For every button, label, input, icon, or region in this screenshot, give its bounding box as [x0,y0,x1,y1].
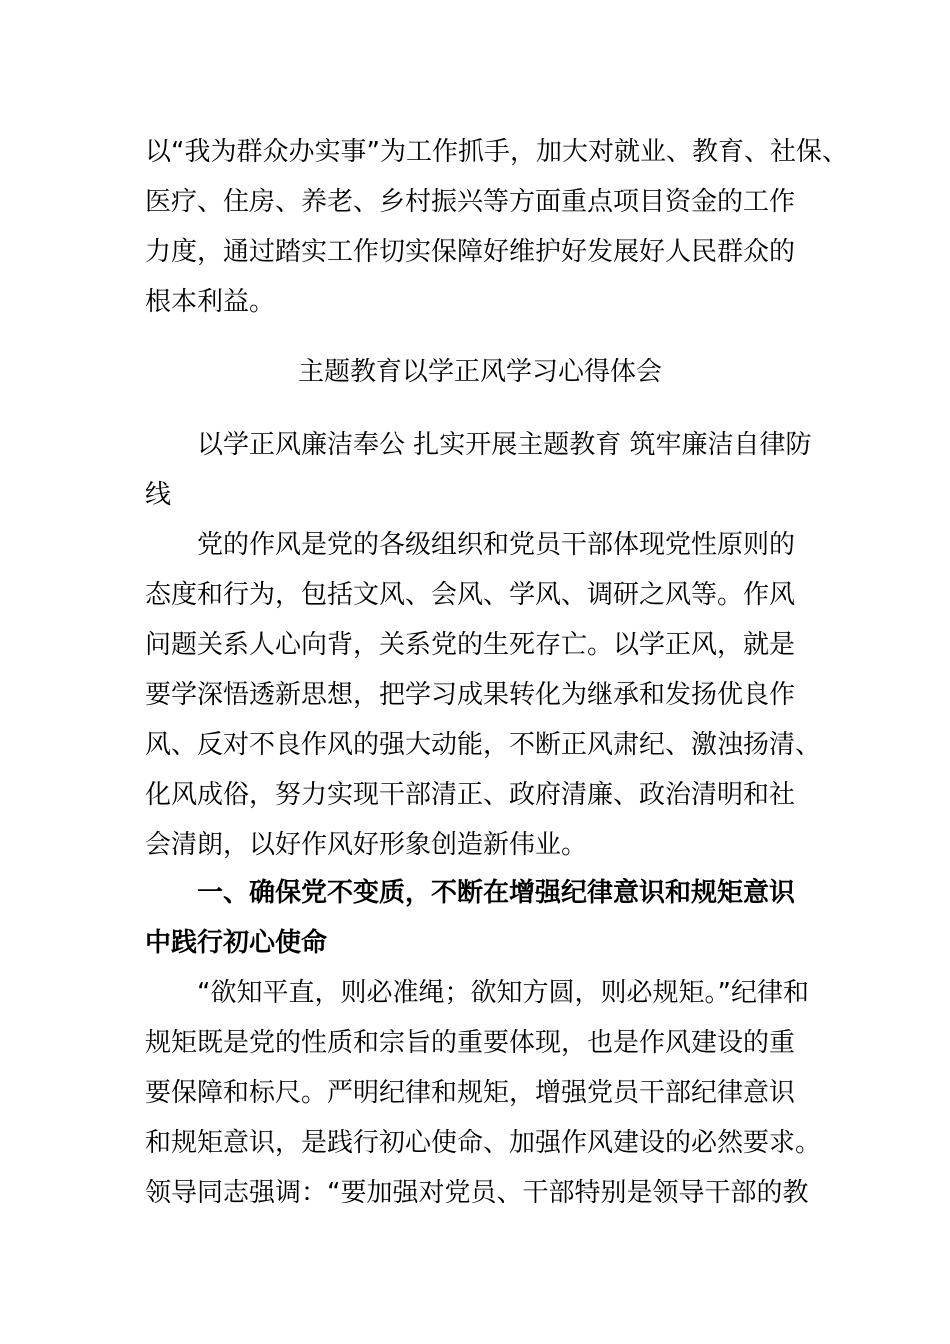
document-title: 主题教育以学正风学习心得体会 [297,357,662,387]
heading-line: 一、确保党不变质，不断在增强纪律意识和规矩意识 [197,878,796,908]
paragraph-line: 化风成俗，努力实现干部清正、政府清廉、政治清明和社 [145,780,796,810]
paragraph-line: 以学正风廉洁奉公 扎实开展主题教育 筑牢廉洁自律防 [197,430,812,460]
continuation-paragraph [145,127,848,327]
paragraph-line: 规矩既是党的性质和宗旨的重要体现，也是作风建设的重 [145,1028,796,1058]
paragraph-line: “欲知平直，则必准绳；欲知方圆，则必规矩。”纪律和 [197,978,809,1008]
paragraph-line: 线 [145,480,172,510]
paragraph-line: 态度和行为，包括文风、会风、学风、调研之风等。作风 [145,580,796,610]
paragraph-line: 领导同志强调：“要加强对党员、干部特别是领导干部的教 [145,1178,809,1208]
heading-line: 中践行初心使命 [145,928,328,958]
section-heading-1 [145,868,815,968]
paragraph-line: 和规矩意识，是践行初心使命、加强作风建设的必然要求。 [145,1128,822,1158]
paragraph-line: 根本利益。 [145,287,276,317]
intro-paragraph [145,520,822,870]
subtitle-paragraph [145,420,815,520]
paragraph-line: 要学深悟透新思想，把学习成果转化为继承和发扬优良作 [145,680,796,710]
paragraph-line: 要保障和标尺。严明纪律和规矩，增强党员干部纪律意识 [145,1078,796,1108]
paragraph-line: 会清朗，以好作风好形象创造新伟业。 [145,830,588,860]
paragraph-line: 党的作风是党的各级组织和党员干部体现党性原则的 [197,530,796,560]
paragraph-line: 力度，通过踏实工作切实保障好维护好发展好人民群众的 [145,237,796,267]
section-1-paragraph [145,968,822,1218]
paragraph-line: 风、反对不良作风的强大动能，不断正风肃纪、激浊扬清、 [145,730,822,760]
paragraph-line: 医疗、住房、养老、乡村振兴等方面重点项目资金的工作 [145,187,796,217]
paragraph-line: 以“我为群众办实事”为工作抓手，加大对就业、教育、社保、 [145,137,848,167]
paragraph-line: 问题关系人心向背，关系党的生死存亡。以学正风，就是 [145,630,796,660]
